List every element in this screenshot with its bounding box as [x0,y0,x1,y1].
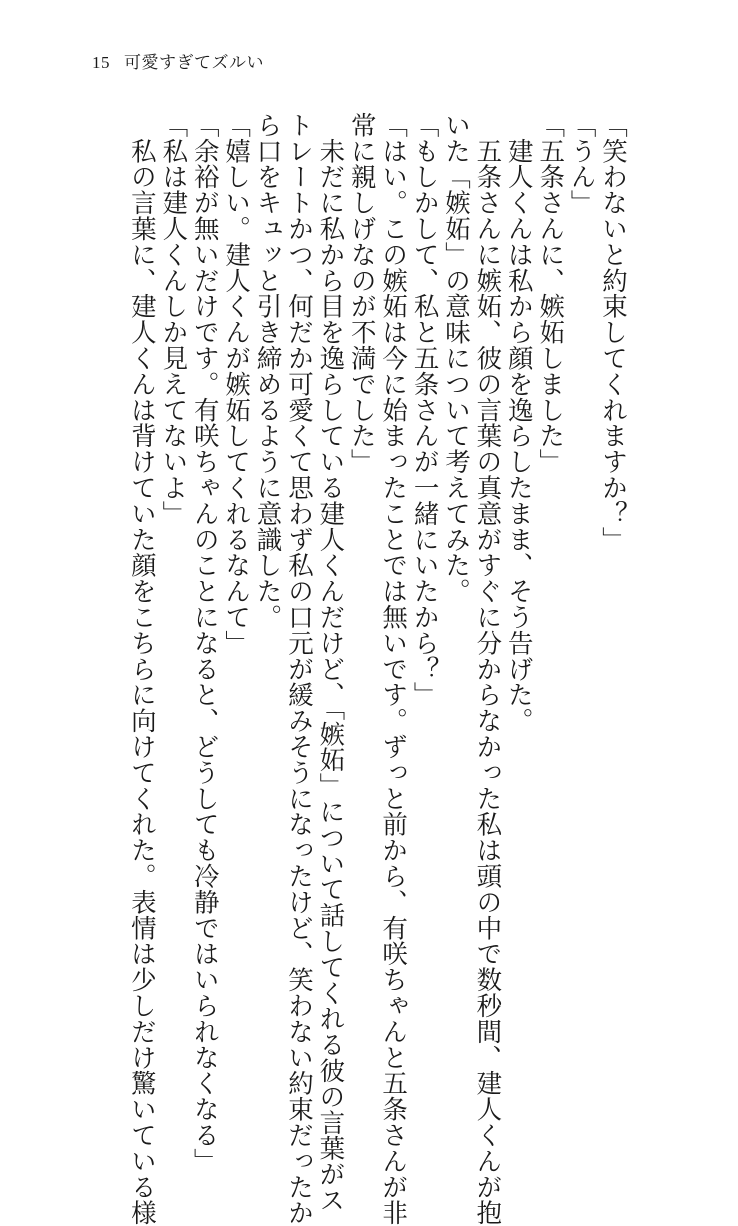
text-line: 建人くんは私から顔を逸らしたまま、そう告げた。 [503,112,534,734]
text-line: いた「嫉妬」の意味について考えてみた。 [440,112,471,605]
text-line: 「うん」 [566,112,597,216]
page-number: 15 [92,53,110,72]
vertical-body-text [126,112,629,1226]
text-line: 五条さんに嫉妬、彼の言葉の真意がすぐに分からなかった私は頭の中で数秒間、建人くんが抱 [472,112,503,1226]
text-line: 常に親しげなのが不満でした」 [346,112,377,475]
text-line: 「私は建人くんしか見えてないよ」 [158,112,189,527]
text-line: 未だに私から目を逸らしている建人くんだけど、「嫉妬」について話してくれる彼の言葉がス [315,112,346,1213]
text-line: 私の言葉に、建人くんは背けていた顔をこちらに向けてくれた。表情は少しだけ驚いている様 [126,112,157,1226]
text-line: 「はい。この嫉妬は今に始まったことでは無いです。ずっと前から、有咲ちゃんと五条さんが非 [378,112,409,1226]
text-line: ら口をキュッと引き締めるように意識した。 [252,112,283,630]
text-line: 「もしかして、私と五条さんが一緒にいたから？」 [409,112,440,708]
running-header [92,48,264,73]
text-line: 「余裕が無いだけです。有咲ちゃんのことになると、どうしても冷静ではいられなくなる」 [189,112,220,1174]
chapter-title: 可愛すぎてズルい [124,53,264,73]
text-line: 「五条さんに、嫉妬しました」 [535,112,566,475]
text-line: トレートかつ、何だか可愛くて思わず私の口元が緩みそうになったけど、笑わない約束だったか [283,112,314,1226]
text-line: 「笑わないと約束してくれますか？」 [598,112,628,553]
text-line: 「嬉しい。建人くんが嫉妬してくれるなんて」 [221,112,252,656]
